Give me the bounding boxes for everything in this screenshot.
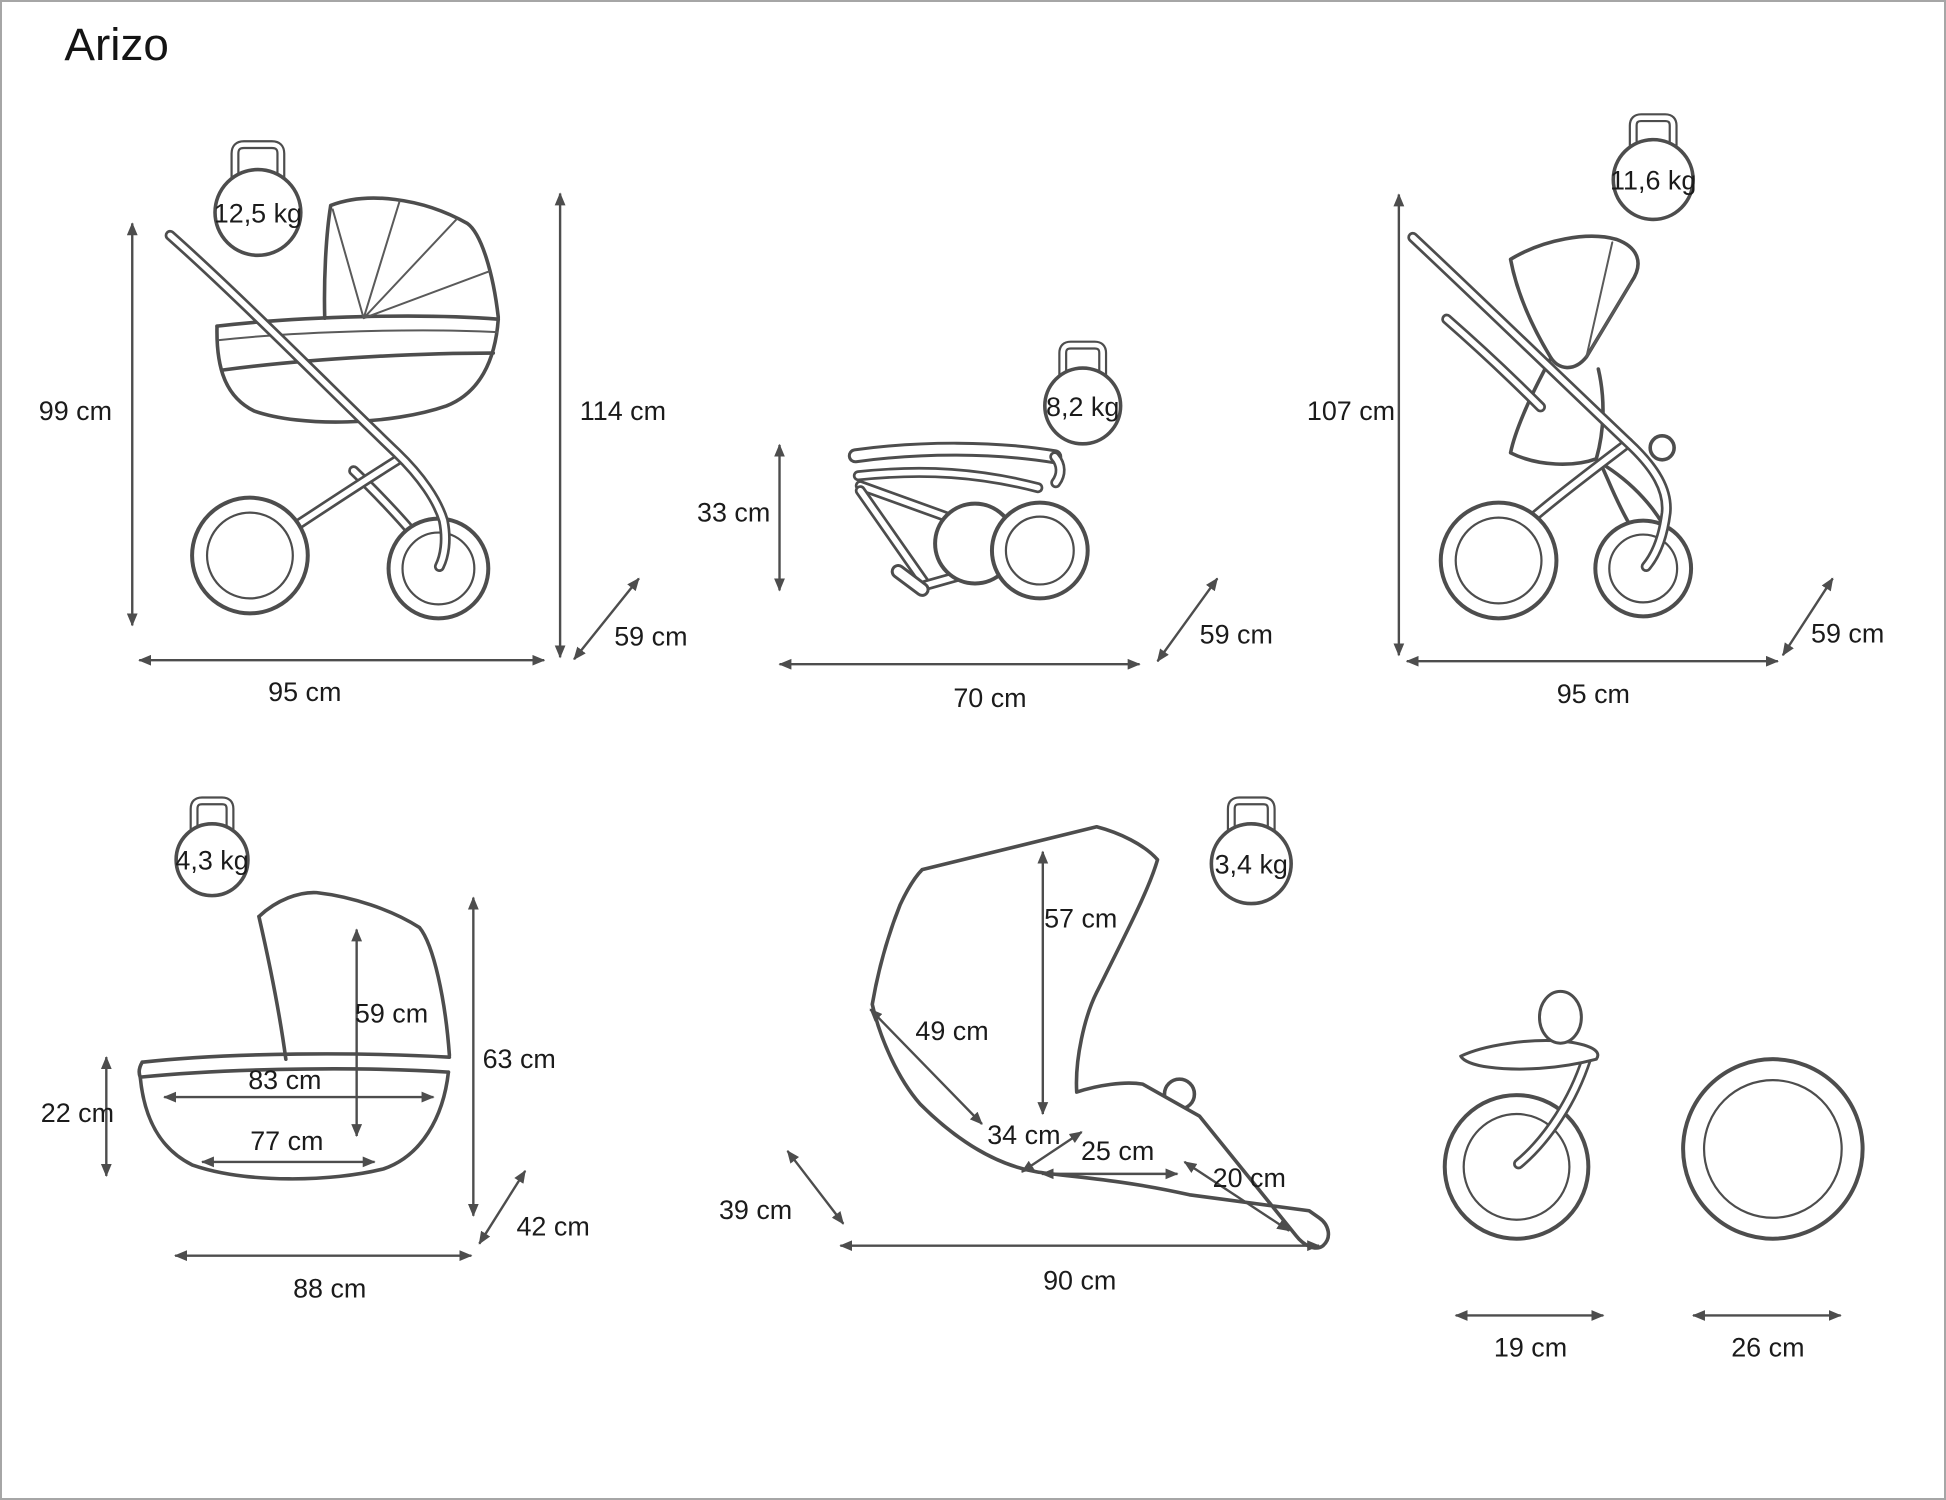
wheels-diagram xyxy=(1445,991,1863,1362)
folded-height-label: 33 cm xyxy=(696,497,771,528)
pram-height-total-label: 114 cm xyxy=(579,395,667,426)
carrycot-body-outline xyxy=(217,319,498,422)
rear-wheel xyxy=(1683,1059,1863,1239)
carrycot-weight-label: 4,3 kg xyxy=(175,845,249,876)
pushchair-width-label: 59 cm xyxy=(1811,618,1885,649)
rear-wheel-drawing xyxy=(1683,1059,1863,1239)
swivel-fork xyxy=(1461,1041,1598,1070)
kettlebell-weight-icon xyxy=(214,145,302,256)
kettlebell-weight-icon xyxy=(1610,118,1696,220)
carrycot-diagram xyxy=(41,801,590,1304)
swivel-cap xyxy=(1539,991,1581,1043)
pram-length-label: 95 cm xyxy=(268,677,342,708)
kettlebell-weight-icon xyxy=(1211,801,1291,904)
seat-unit-diagram xyxy=(719,801,1328,1296)
seat-total-length-label: 90 cm xyxy=(1043,1265,1117,1296)
carrycot-inner-length-lower-label: 77 cm xyxy=(250,1125,324,1156)
rear-wheel xyxy=(192,498,308,614)
kettlebell-weight-icon xyxy=(1045,345,1121,444)
pram-weight-label: 12,5 kg xyxy=(213,198,303,229)
seat-width-arrow xyxy=(787,1151,843,1224)
footrest-length-label: 20 cm xyxy=(1212,1162,1286,1193)
spec-diagram-canvas xyxy=(2,2,1944,1498)
page-title: Arizo xyxy=(64,17,169,70)
front-wheel-drawing xyxy=(1445,991,1598,1238)
seat-depth-label: 34 cm xyxy=(987,1119,1061,1150)
frame-joint-knob xyxy=(1650,436,1674,460)
pram-width-label: 59 cm xyxy=(614,621,688,652)
folded-drawing xyxy=(855,449,1087,598)
front-wheel-diameter-label: 19 cm xyxy=(1493,1332,1568,1363)
folded-width-label: 59 cm xyxy=(1199,619,1273,650)
seat-length-label: 25 cm xyxy=(1080,1135,1155,1166)
rear-wheel-diameter-label: 26 cm xyxy=(1731,1332,1805,1363)
pushchair-diagram xyxy=(1307,118,1884,709)
pushchair-height-label: 107 cm xyxy=(1306,395,1396,426)
pushchair-weight-label: 11,6 kg xyxy=(1610,165,1697,196)
carrycot-length-label: 88 cm xyxy=(293,1273,367,1304)
carrycot-hood-height-label: 59 cm xyxy=(354,998,429,1029)
folded-weight-label: 8,2 kg xyxy=(1046,391,1120,422)
pram-diagram xyxy=(39,145,688,708)
seat-width-label: 39 cm xyxy=(718,1194,793,1225)
carrycot-total-height-label: 63 cm xyxy=(482,1044,556,1075)
pram-height-back-label: 99 cm xyxy=(38,395,113,426)
seat-backrest-height-label: 57 cm xyxy=(1044,903,1118,934)
folded-diagram xyxy=(697,345,1273,713)
carrycot-width-label: 42 cm xyxy=(516,1211,590,1242)
carrycot-hood-outline xyxy=(259,893,449,1060)
seat-unit-weight-label: 3,4 kg xyxy=(1214,849,1288,880)
rear-wheel xyxy=(1441,503,1557,619)
pushchair-length-label: 95 cm xyxy=(1556,679,1630,710)
pushchair-drawing xyxy=(1413,236,1691,618)
seat-backrest-length-label: 49 cm xyxy=(915,1016,989,1047)
kettlebell-weight-icon xyxy=(175,801,248,896)
carrycot-depth-label: 22 cm xyxy=(40,1098,115,1129)
pram-drawing xyxy=(170,198,498,618)
folded-length-label: 70 cm xyxy=(953,683,1027,714)
carrycot-inner-length-upper-label: 83 cm xyxy=(248,1065,322,1096)
